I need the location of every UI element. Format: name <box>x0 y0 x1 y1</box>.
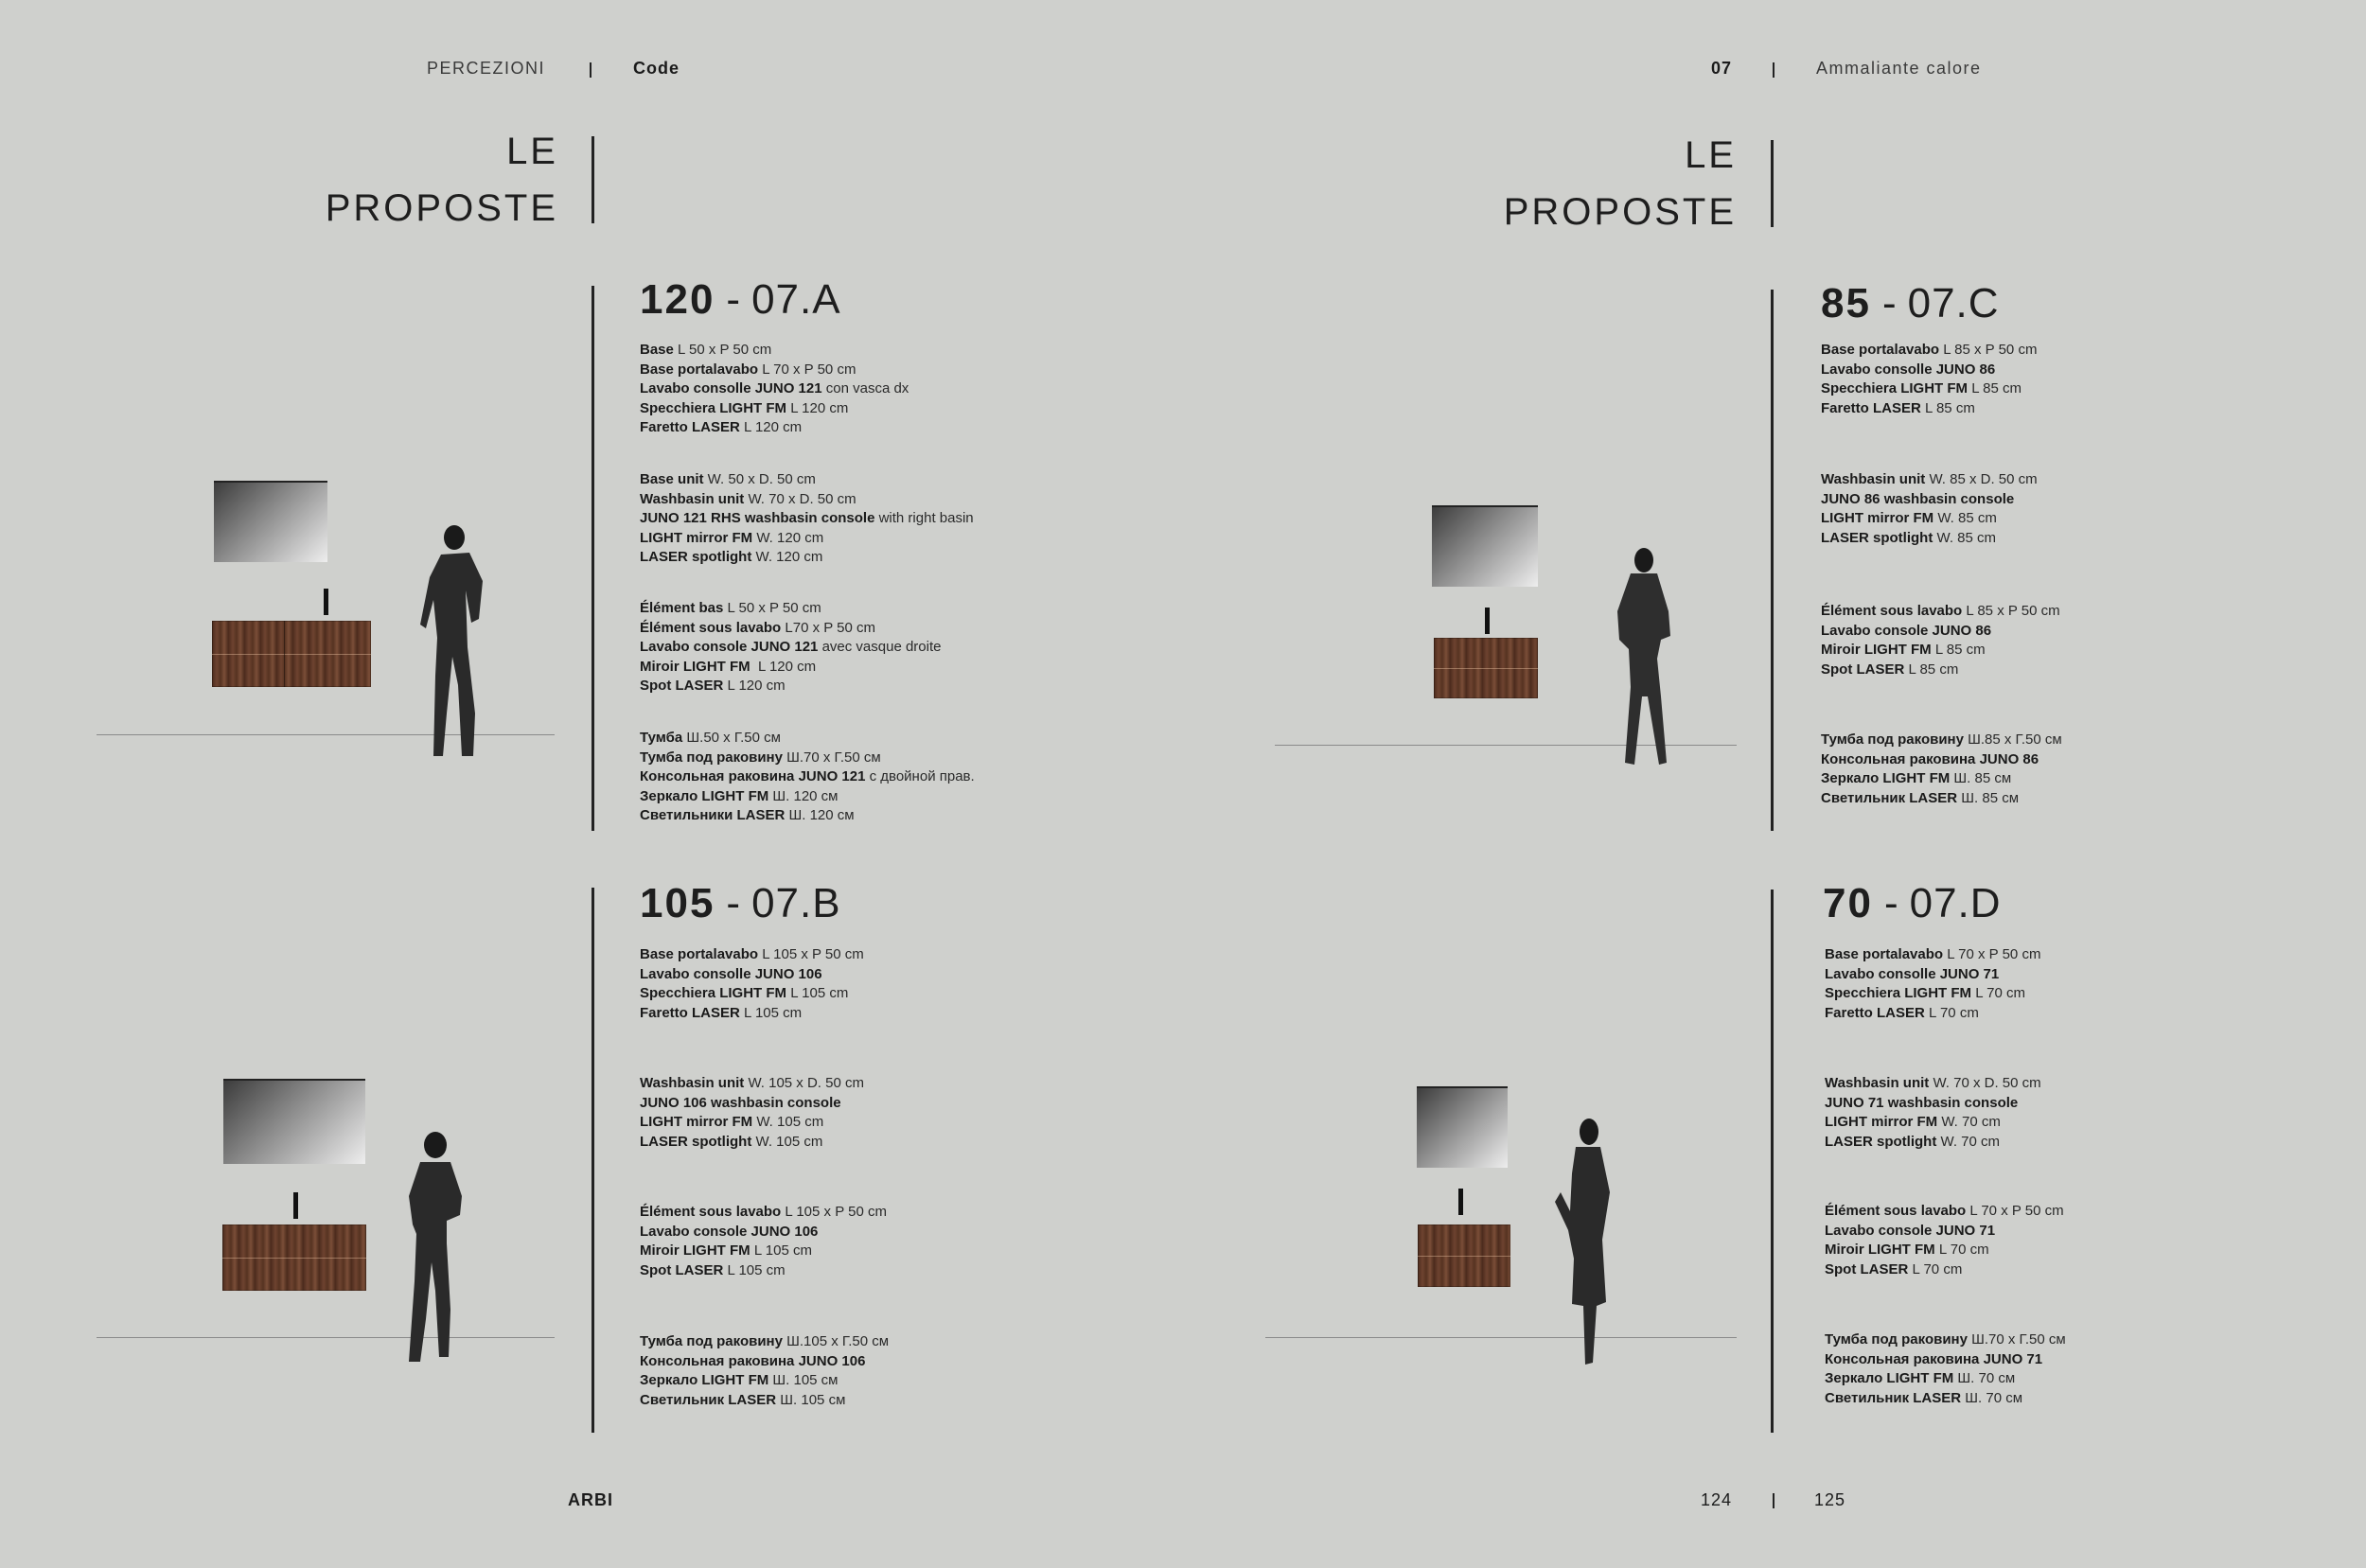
spec-item-detail: W. 105 cm <box>751 1133 823 1150</box>
spec-line <box>640 619 941 639</box>
spec-item-detail: W. 105 cm <box>752 1114 824 1130</box>
spec-item-detail: с двойной прав. <box>865 768 975 784</box>
spec-line <box>640 379 909 399</box>
spec-line <box>640 965 864 985</box>
chapter-title: Ammaliante calore <box>1816 59 1982 78</box>
floor-line <box>1265 1337 1737 1338</box>
spec-item-name: Élément sous lavabo <box>640 1204 782 1220</box>
spec-item-detail: W. 70 x D. 50 cm <box>1929 1075 2041 1091</box>
spec-item-name: Washbasin unit <box>1821 471 1926 487</box>
column-rule-d <box>1771 890 1774 1433</box>
spec-item-detail: W. 120 cm <box>751 549 823 565</box>
spec-item-detail: Ш. 85 см <box>1957 789 2020 806</box>
spec-item-name: Miroir LIGHT FM <box>640 658 750 675</box>
spec-line <box>640 490 974 510</box>
header-divider-left <box>590 62 592 78</box>
spec-item-name: Зеркало LIGHT FM <box>1825 1370 1954 1386</box>
spec-item-name: Консольная раковина JUNO 106 <box>640 1352 866 1369</box>
spec-item-detail: Ш.70 x Г.50 см <box>782 749 881 766</box>
spec-item-name: LIGHT mirror FM <box>640 529 753 546</box>
spec-item-name: Specchiera LIGHT FM <box>1821 380 1969 396</box>
spec-line <box>640 1371 889 1391</box>
spec-line <box>640 806 975 826</box>
spec-item-detail: L 70 cm <box>1971 985 2026 1001</box>
spec-item-detail: L 70 cm <box>1908 1260 1963 1277</box>
spec-item-detail: L 85 cm <box>1968 380 2022 396</box>
spec-line <box>640 1352 889 1372</box>
spec-line <box>1821 731 2062 750</box>
spec-item-name: Washbasin unit <box>640 1075 745 1091</box>
spec-item-detail: L 50 x P 50 cm <box>673 342 772 358</box>
page-title-line: PROPOSTE <box>1503 191 1737 233</box>
spec-item-detail: con vasca dx <box>821 380 909 396</box>
spec-item-name: Зеркало LIGHT FM <box>1821 770 1951 786</box>
spec-line <box>640 529 974 549</box>
spec-line <box>1821 361 2037 380</box>
spec-line <box>640 1074 864 1094</box>
spec-item-detail: Ш.105 x Г.50 см <box>782 1333 890 1349</box>
illustration-d <box>1263 1069 1737 1382</box>
spec-item-name: Base portalavabo <box>1821 342 1940 358</box>
spec-item-detail: Ш.70 x Г.50 см <box>1967 1331 2066 1348</box>
spec-line <box>1821 622 2060 642</box>
spec-item-detail: Ш. 105 см <box>768 1372 839 1388</box>
spec-item-detail: Ш.50 x Г.50 см <box>682 730 781 746</box>
spec-item-name: LIGHT mirror FM <box>1821 510 1934 526</box>
spec-item-name: Base portalavabo <box>640 361 759 378</box>
column-rule-b <box>592 888 594 1433</box>
spec-item-detail: Ш. 120 см <box>785 807 855 823</box>
spec-line <box>640 341 909 361</box>
spec-item-name: Зеркало LIGHT FM <box>640 1372 769 1388</box>
spec-item-detail: Ш. 70 см <box>1961 1389 2023 1406</box>
proposal-code-d: 70 - 07.D <box>1823 880 2002 926</box>
title-divider-left <box>592 136 594 223</box>
spec-line <box>1825 1133 2041 1153</box>
spec-item-name: Зеркало LIGHT FM <box>640 787 769 804</box>
spec-item-name: Lavabo consolle JUNO 86 <box>1821 361 1996 378</box>
page-title-line: LE <box>506 131 558 172</box>
spec-line <box>1821 341 2037 361</box>
spec-item-name: Faretto LASER <box>1821 399 1921 416</box>
spec-line <box>1825 1330 2066 1350</box>
cabinet-image <box>222 1224 366 1291</box>
spec-group <box>640 1332 889 1410</box>
spec-line <box>1825 965 2040 985</box>
spec-item-detail: L 50 x P 50 cm <box>723 600 821 616</box>
spec-line <box>640 787 975 807</box>
floor-line <box>97 1337 555 1338</box>
spec-item-detail: W. 105 x D. 50 cm <box>744 1075 864 1091</box>
spec-item-name: Lavabo consolle JUNO 121 <box>640 380 822 396</box>
spec-group <box>640 1203 887 1280</box>
cabinet-groove <box>1418 1256 1510 1257</box>
spec-item-detail: L 70 x P 50 cm <box>1943 946 2041 962</box>
cabinet-groove <box>222 1258 366 1259</box>
spec-line <box>1825 1094 2041 1114</box>
spec-item-name: Lavabo console JUNO 71 <box>1825 1222 1996 1239</box>
spec-line <box>1825 1389 2066 1409</box>
spec-line <box>1825 1113 2041 1133</box>
spec-item-name: Тумба под раковину <box>1825 1331 1968 1348</box>
woman-silhouette-icon <box>1540 1117 1634 1372</box>
spec-item-name: LIGHT mirror FM <box>640 1114 753 1130</box>
cabinet-groove <box>1434 668 1538 669</box>
page-title-line: LE <box>1685 134 1737 176</box>
spec-line <box>640 361 909 380</box>
spec-item-name: Miroir LIGHT FM <box>640 1242 750 1259</box>
spec-line <box>640 1113 864 1133</box>
spec-line <box>1825 1004 2040 1024</box>
spec-group <box>640 729 975 826</box>
spec-item-name: Spot LASER <box>640 678 724 694</box>
faucet-icon <box>293 1192 298 1219</box>
spec-line <box>1821 602 2060 622</box>
faucet-icon <box>324 589 328 615</box>
spec-group <box>1821 341 2037 418</box>
spec-line <box>1821 509 2038 529</box>
spec-group <box>640 1074 864 1152</box>
spec-line <box>1821 789 2062 809</box>
spec-item-detail: Ш. 120 см <box>768 787 839 804</box>
spec-line <box>640 399 909 419</box>
spec-item-detail: L 85 x P 50 cm <box>1939 342 2038 358</box>
spec-item-detail: L 105 cm <box>723 1261 786 1278</box>
spec-item-name: Élément sous lavabo <box>640 619 782 636</box>
spec-line <box>1825 1074 2041 1094</box>
spec-line <box>640 1004 864 1024</box>
spec-item-detail: L 105 x P 50 cm <box>781 1204 887 1220</box>
spec-item-detail: W. 70 cm <box>1937 1114 2001 1130</box>
spec-item-name: Miroir LIGHT FM <box>1821 642 1932 658</box>
spec-item-name: Spot LASER <box>1821 661 1905 678</box>
spec-item-detail: Ш.85 x Г.50 см <box>1963 731 2062 748</box>
spec-item-detail: L 85 cm <box>1931 642 1986 658</box>
spec-line <box>1821 470 2038 490</box>
spec-line <box>640 1094 864 1114</box>
spec-group <box>1825 1074 2041 1152</box>
spec-group <box>1821 470 2038 548</box>
spec-item-detail: Ш. 85 см <box>1950 770 2012 786</box>
spec-item-detail: W. 85 cm <box>1933 510 1997 526</box>
spec-item-detail: with right basin <box>874 510 974 526</box>
spec-line <box>640 1332 889 1352</box>
spec-item-name: Specchiera LIGHT FM <box>640 399 787 416</box>
spec-line <box>1821 661 2060 680</box>
man-silhouette-icon <box>416 524 511 761</box>
spec-line <box>1825 984 2040 1004</box>
spec-item-name: Светильник LASER <box>1825 1389 1962 1406</box>
spec-item-detail: W. 50 x D. 50 cm <box>703 471 816 487</box>
spec-line <box>1825 1202 2064 1222</box>
spec-line <box>640 749 975 768</box>
spec-item-detail: L 105 cm <box>739 1004 803 1021</box>
spec-item-detail: Ш. 70 см <box>1953 1370 2016 1386</box>
spec-item-name: Base portalavabo <box>1825 946 1944 962</box>
spec-item-name: Élément sous lavabo <box>1825 1203 1967 1219</box>
spec-item-detail: L 85 cm <box>1904 661 1959 678</box>
footer-divider <box>1773 1493 1774 1508</box>
page-title-left <box>246 123 558 237</box>
spec-line <box>1821 379 2037 399</box>
spec-group <box>1821 731 2062 808</box>
spec-group <box>1825 1330 2066 1408</box>
cabinet-divider <box>284 621 285 687</box>
woman-silhouette-icon <box>1602 545 1687 772</box>
spec-group <box>1825 1202 2064 1279</box>
spec-item-name: Élément bas <box>640 600 724 616</box>
spec-item-name: Spot LASER <box>1825 1260 1909 1277</box>
spec-item-name: JUNO 71 washbasin console <box>1825 1094 2019 1111</box>
column-rule-c <box>1771 290 1774 831</box>
spec-item-name: JUNO 86 washbasin console <box>1821 490 2015 507</box>
spec-item-detail: L 120 cm <box>739 419 803 435</box>
spec-group <box>640 599 941 696</box>
spec-line <box>1821 529 2038 549</box>
spec-line <box>1825 1222 2064 1242</box>
cabinet-image <box>212 621 371 687</box>
spec-item-name: Base <box>640 342 674 358</box>
mirror-image <box>223 1079 365 1164</box>
page-number-right: 125 <box>1814 1490 1846 1509</box>
spec-line <box>1825 1260 2064 1280</box>
illustration-b <box>95 1069 558 1382</box>
proposal-code-b: 105 - 07.B <box>640 880 841 926</box>
spec-group <box>1821 602 2060 679</box>
spec-line <box>1821 750 2062 770</box>
spec-item-name: Specchiera LIGHT FM <box>1825 985 1972 1001</box>
proposal-code-c: 85 - 07.C <box>1821 280 2000 326</box>
spec-group <box>640 341 909 438</box>
spec-item-name: Тумба <box>640 730 683 746</box>
spec-item-name: Светильник LASER <box>640 1391 777 1408</box>
spec-line <box>1825 945 2040 965</box>
spec-line <box>640 1261 887 1281</box>
spec-item-name: LASER spotlight <box>1821 529 1933 546</box>
spec-line <box>640 729 975 749</box>
page-title-line: PROPOSTE <box>325 187 558 229</box>
spec-item-name: Lavabo consolle JUNO 106 <box>640 965 822 982</box>
spec-line <box>640 1391 889 1411</box>
spec-item-detail: L 85 x P 50 cm <box>1962 603 2060 619</box>
spec-item-name: Faretto LASER <box>640 1004 740 1021</box>
spec-line <box>1825 1350 2066 1370</box>
page-title-right <box>1424 127 1737 240</box>
spec-item-name: JUNO 121 RHS washbasin console <box>640 510 875 526</box>
spec-item-detail: L 105 x P 50 cm <box>758 946 864 962</box>
spec-group <box>1825 945 2040 1023</box>
spec-item-name: Lavabo console JUNO 106 <box>640 1223 819 1240</box>
spec-item-name: JUNO 106 washbasin console <box>640 1094 841 1111</box>
spec-item-detail: W. 70 x D. 50 cm <box>744 490 856 507</box>
spec-item-name: Тумба под раковину <box>640 1333 783 1349</box>
spec-item-detail: L 120 cm <box>723 678 786 694</box>
spec-item-name: Консольная раковина JUNO 121 <box>640 768 866 784</box>
cabinet-groove <box>212 654 371 655</box>
page-number-left: 124 <box>1701 1490 1733 1509</box>
spec-item-name: LIGHT mirror FM <box>1825 1114 1938 1130</box>
spec-item-name: Washbasin unit <box>640 490 745 507</box>
spec-line <box>640 548 974 568</box>
mirror-image <box>1432 505 1538 587</box>
cabinet-image <box>1418 1224 1510 1287</box>
spec-line <box>1825 1241 2064 1260</box>
spec-line <box>640 509 974 529</box>
mirror-image <box>1417 1086 1508 1168</box>
spec-item-detail: L70 x P 50 cm <box>781 619 875 636</box>
spec-item-name: Base portalavabo <box>640 946 759 962</box>
spec-item-name: Faretto LASER <box>1825 1004 1925 1021</box>
spec-item-detail: W. 120 cm <box>752 529 824 546</box>
spec-item-name: Светильники LASER <box>640 807 786 823</box>
spec-line <box>640 1223 887 1242</box>
spec-item-detail: W. 85 x D. 50 cm <box>1925 471 2038 487</box>
spec-item-detail: W. 85 cm <box>1933 529 1997 546</box>
proposal-code-a: 120 - 07.A <box>640 276 841 323</box>
brand-label: ARBI <box>568 1490 613 1509</box>
spec-line <box>1821 399 2037 419</box>
spec-line <box>640 767 975 787</box>
spec-item-name: Консольная раковина JUNO 71 <box>1825 1350 2043 1367</box>
column-rule-a <box>592 286 594 831</box>
spec-item-detail: L 105 cm <box>750 1242 812 1259</box>
spec-item-name: Specchiera LIGHT FM <box>640 985 787 1001</box>
illustration-c <box>1273 492 1737 776</box>
spec-line <box>640 945 864 965</box>
spec-item-name: Base unit <box>640 471 704 487</box>
spec-item-name: Miroir LIGHT FM <box>1825 1242 1935 1258</box>
title-divider-right <box>1771 140 1774 227</box>
spec-item-detail: Ш. 105 см <box>776 1391 846 1408</box>
spec-item-detail: avec vasque droite <box>818 639 942 655</box>
spec-item-detail: L 70 cm <box>1924 1004 1979 1021</box>
faucet-icon <box>1485 608 1490 634</box>
spec-item-name: Тумба под раковину <box>640 749 783 766</box>
spec-item-name: LASER spotlight <box>640 549 752 565</box>
section-label: PERCEZIONI <box>427 59 546 78</box>
spec-item-detail: L 70 cm <box>1934 1242 1989 1258</box>
spec-item-detail: L 70 x P 50 cm <box>758 361 856 378</box>
collection-label: Code <box>633 59 680 78</box>
spec-line <box>640 1203 887 1223</box>
spec-line <box>640 1133 864 1153</box>
faucet-icon <box>1458 1189 1463 1215</box>
spec-item-detail: L 70 x P 50 cm <box>1966 1203 2064 1219</box>
chapter-number: 07 <box>1711 59 1733 78</box>
cabinet-image <box>1434 638 1538 698</box>
spec-line <box>640 470 974 490</box>
spec-item-detail: L 85 cm <box>1920 399 1975 416</box>
spec-item-name: Lavabo console JUNO 121 <box>640 639 819 655</box>
spec-line <box>1821 641 2060 661</box>
spec-line <box>640 418 909 438</box>
spec-item-name: Lavabo consolle JUNO 71 <box>1825 965 2000 982</box>
man-silhouette-icon <box>388 1130 483 1366</box>
spec-item-name: Faretto LASER <box>640 419 740 435</box>
spec-item-detail: L 120 cm <box>786 399 849 416</box>
spec-item-name: Консольная раковина JUNO 86 <box>1821 750 2039 767</box>
spec-item-name: Lavabo console JUNO 86 <box>1821 622 1992 639</box>
spec-item-name: Тумба под раковину <box>1821 731 1964 748</box>
spec-group <box>640 945 864 1023</box>
spec-line <box>640 1242 887 1261</box>
spec-item-name: Washbasin unit <box>1825 1075 1930 1091</box>
spec-item-name: Spot LASER <box>640 1261 724 1278</box>
spec-item-name: Светильник LASER <box>1821 789 1958 806</box>
mirror-image <box>214 481 327 562</box>
spec-group <box>640 470 974 568</box>
spec-item-detail: L 120 cm <box>750 658 817 675</box>
spec-line <box>640 638 941 658</box>
spec-line <box>640 599 941 619</box>
spec-line <box>640 658 941 678</box>
spec-line <box>640 677 941 696</box>
spec-item-detail: L 105 cm <box>786 985 849 1001</box>
spec-line <box>640 984 864 1004</box>
illustration-a <box>95 473 558 776</box>
spec-line <box>1825 1369 2066 1389</box>
spec-item-detail: W. 70 cm <box>1936 1133 2001 1150</box>
spec-item-name: Élément sous lavabo <box>1821 603 1963 619</box>
header-divider-right <box>1773 62 1774 78</box>
spec-item-name: LASER spotlight <box>1825 1133 1937 1150</box>
spec-line <box>1821 769 2062 789</box>
spec-item-name: LASER spotlight <box>640 1133 752 1150</box>
spec-line <box>1821 490 2038 510</box>
